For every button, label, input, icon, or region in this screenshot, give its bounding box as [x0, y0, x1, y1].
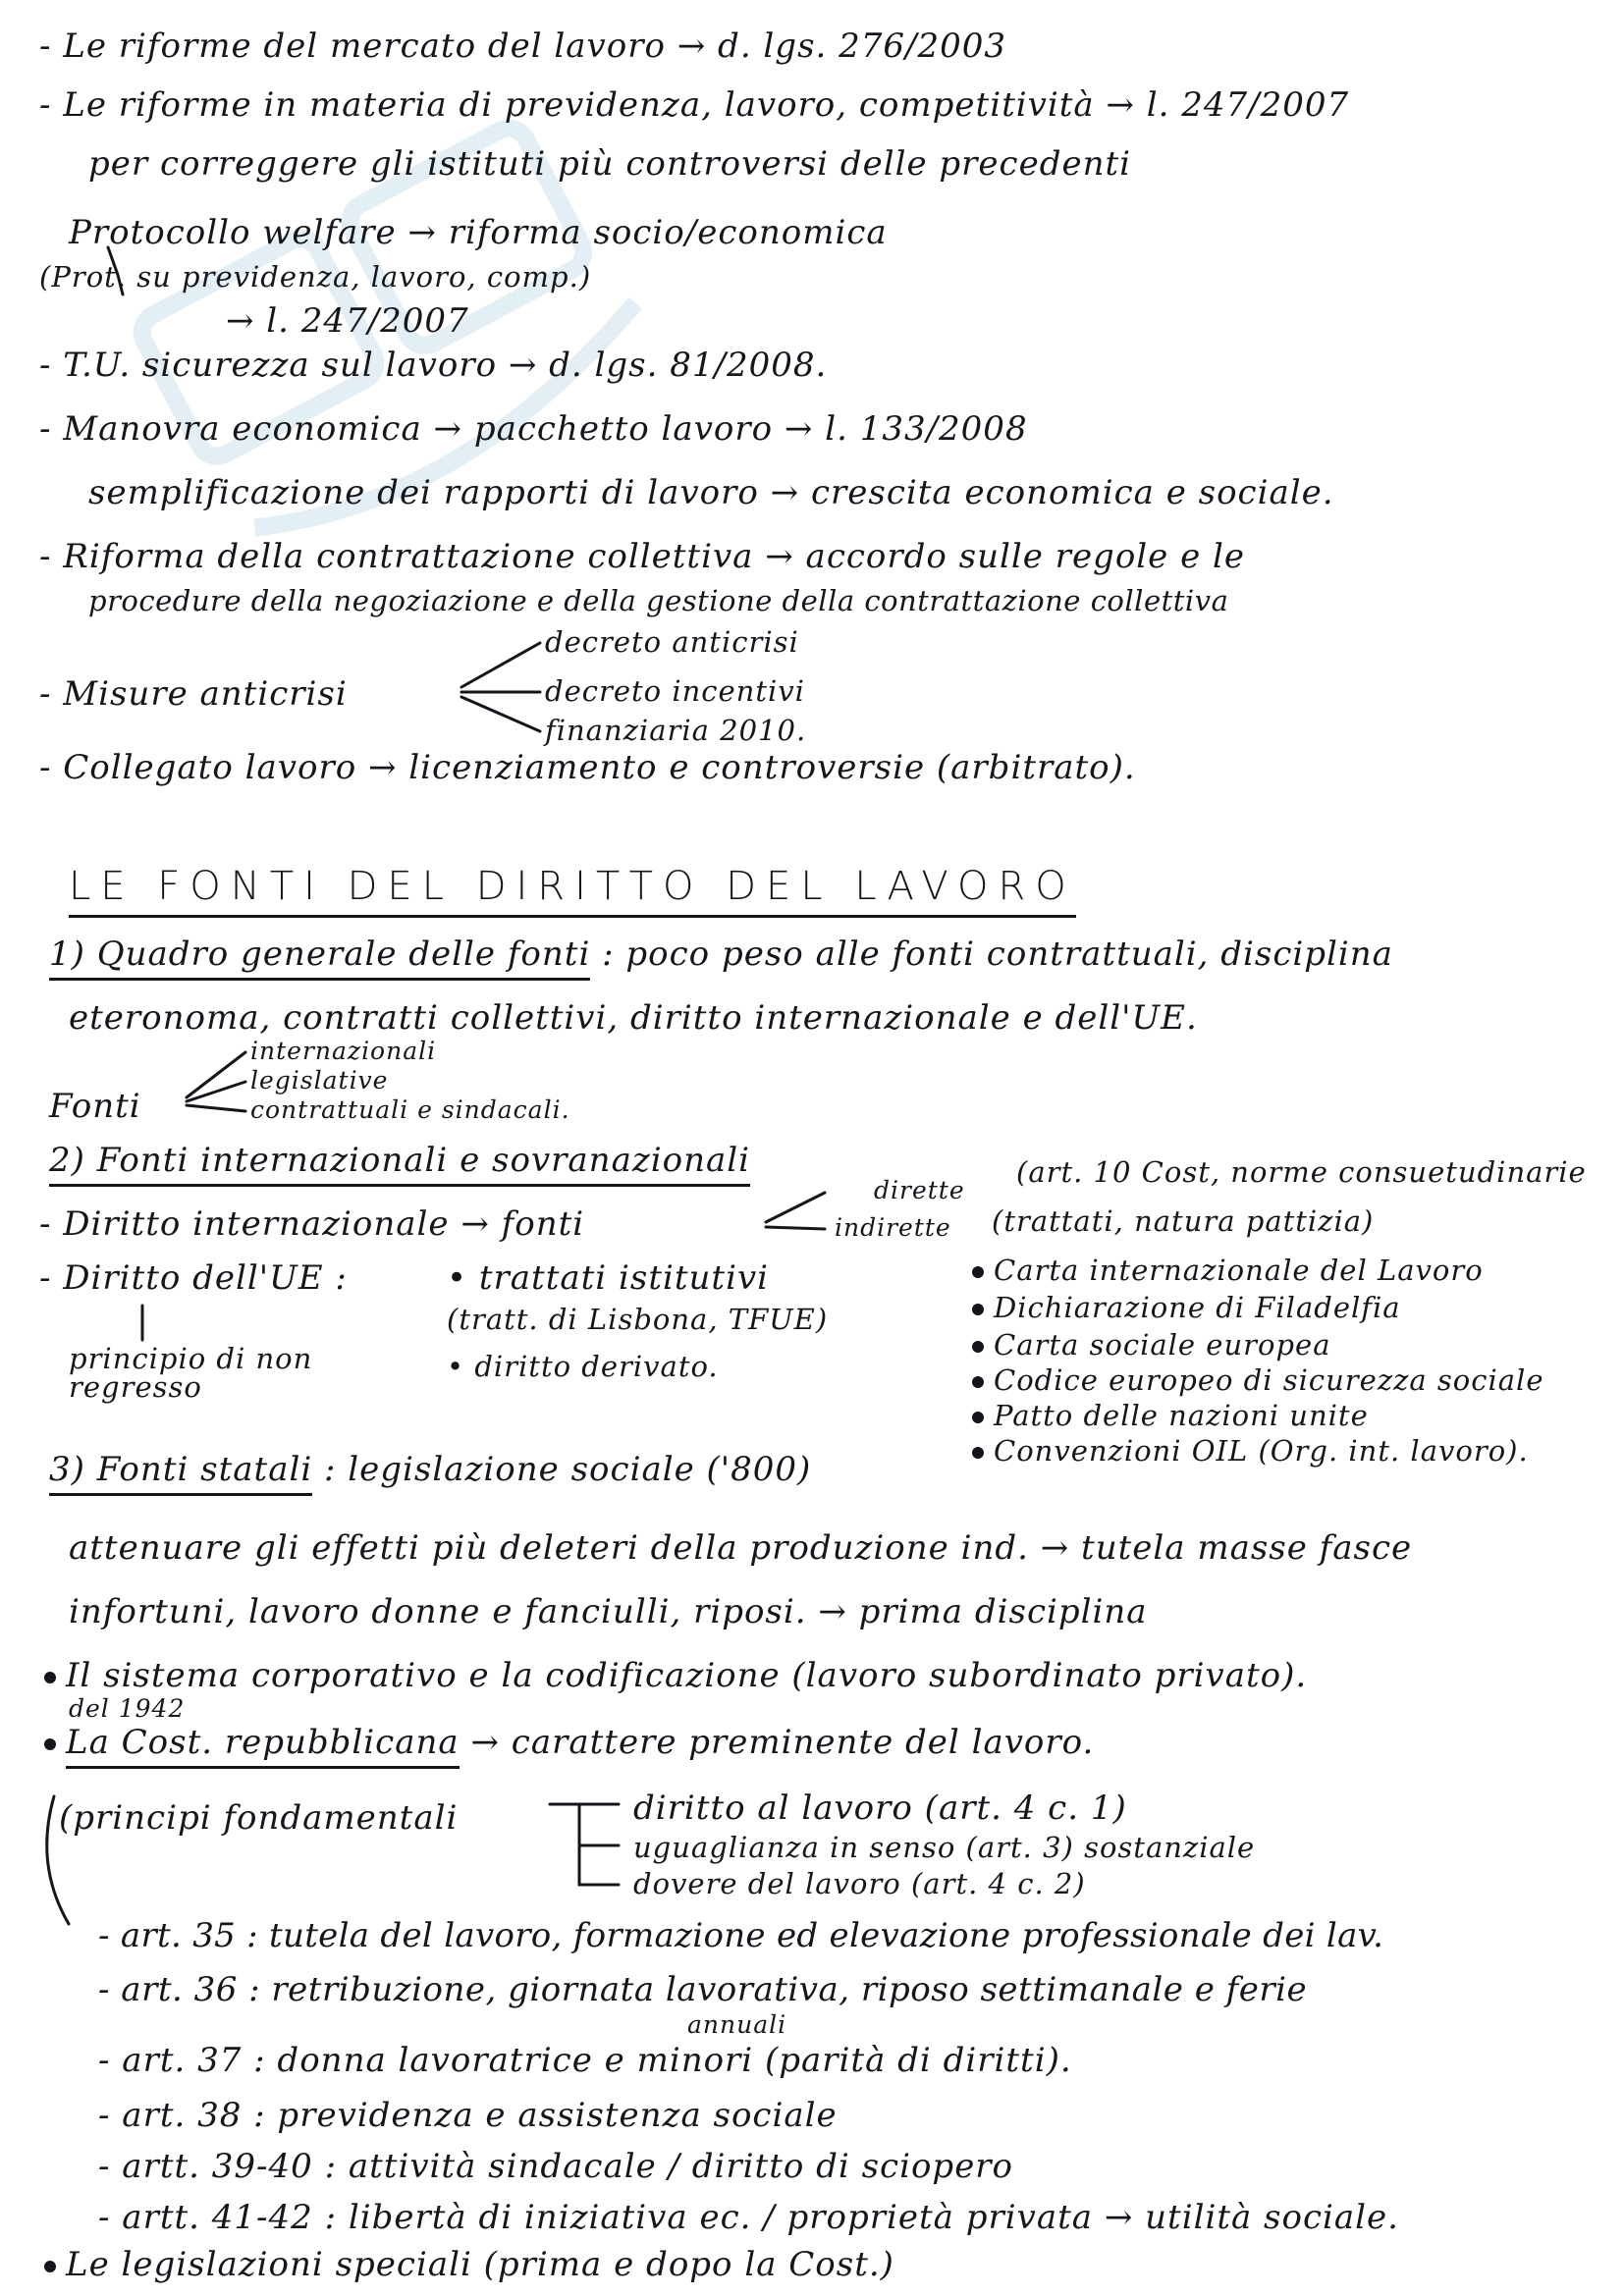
s2-dirette: dirette: [874, 1176, 965, 1204]
pf-dovere-lavoro: dovere del lavoro (art. 4 c. 2): [633, 1867, 1086, 1900]
fonti-legislative: legislative: [250, 1066, 389, 1095]
line-misure-anticrisi: - Misure anticrisi: [39, 674, 348, 714]
article-item: - art. 37 : donna lavoratrice e minori (parità di diritti).: [98, 2041, 1072, 2080]
s3-heading: 3) Fonti statali: [49, 1450, 312, 1496]
s2-indirette: indirette: [835, 1213, 951, 1242]
list-item: Carta internazionale del Lavoro: [972, 1256, 1484, 1285]
list-item: Patto delle nazioni unite: [972, 1402, 1369, 1430]
s1-heading-row: [49, 934, 1393, 974]
line-riforme-mercato: - Le riforme del mercato del lavoro → d. lgs. 276/2003: [39, 27, 1007, 66]
line-protocollo-note: (Prot. su previdenza, lavoro, comp.): [39, 260, 592, 294]
bullet-icon: [972, 1304, 984, 1315]
pf-diritto-lavoro: diritto al lavoro (art. 4 c. 1): [633, 1789, 1127, 1828]
s2-heading: 2) Fonti internazionali e sovranazionali: [49, 1141, 750, 1187]
bullet-icon: [972, 1447, 984, 1459]
pf-uguaglianza: uguaglianza in senso (art. 3) sostanziale: [633, 1831, 1256, 1864]
line-finanziaria: finanziaria 2010.: [545, 714, 807, 747]
bullet-corporativo-year: del 1942: [69, 1694, 186, 1723]
article-item: - art. 38 : previdenza e assistenza sociale: [98, 2096, 838, 2135]
bullet-legislazioni: Le legislazioni speciali (prima e dopo la Cost.): [44, 2248, 894, 2281]
ue-lisbona: (tratt. di Lisbona, TFUE): [447, 1303, 829, 1336]
ue-diritto-derivato: • diritto derivato.: [447, 1350, 719, 1383]
line-collegato-lavoro: - Collegato lavoro → licenziamento e controversie (arbitrato).: [39, 748, 1136, 787]
line-correggere: per correggere gli istituti più controversi delle precedenti: [88, 144, 1132, 184]
ue-trattati: • trattati istitutivi: [447, 1258, 770, 1298]
line-decreto-anticrisi: decreto anticrisi: [545, 625, 799, 659]
arrow-misure-split-icon: [461, 643, 540, 731]
bullet-corporativo: Il sistema corporativo e la codificazione (lavoro subordinato privato).: [44, 1659, 1307, 1692]
arrow-pf-split-icon: [550, 1804, 619, 1885]
arrow-fonti-split-icon: [187, 1052, 245, 1111]
line-protocollo-law: → l. 247/2007: [226, 301, 469, 341]
s3-heading-row: [49, 1450, 812, 1489]
ue-principio: principio di non regresso: [69, 1342, 313, 1404]
bullet-icon: [972, 1376, 984, 1388]
bullet-icon: [44, 1672, 56, 1683]
bullet-icon: [972, 1341, 984, 1353]
s1-heading: 1) Quadro generale delle fonti: [49, 934, 590, 981]
list-item: Convenzioni OIL (Org. int. lavoro).: [972, 1437, 1529, 1466]
fonti-internazionali: internazionali: [250, 1037, 437, 1065]
article-item: - art. 36 : retribuzione, giornata lavorativa, riposo settimanale e ferie: [98, 1970, 1308, 2009]
line-manovra: - Manovra economica → pacchetto lavoro → l. 133/2008: [39, 409, 1028, 449]
arrow-dirette-icon: [766, 1193, 825, 1229]
s3-line-1: attenuare gli effetti più deleteri della produzione ind. → tutela masse fasce: [69, 1528, 1413, 1568]
article-item: - artt. 39-40 : attività sindacale / diritto di sciopero: [98, 2147, 1014, 2186]
line-riforme-previdenza: - Le riforme in materia di previdenza, lavoro, competitività → l. 247/2007: [39, 85, 1350, 125]
bullet-icon: [972, 1412, 984, 1423]
ue-line: - Diritto dell'UE :: [39, 1258, 348, 1298]
fonti-label: Fonti: [49, 1087, 141, 1126]
s2-note: (art. 10 Cost, norme consuetudinarie: [1016, 1155, 1587, 1189]
bullet-costituzione: La Cost. repubblicana → carattere preminente del lavoro.: [44, 1726, 1094, 1759]
list-item: Carta sociale europea: [972, 1331, 1330, 1360]
s2-heading-row: [49, 1141, 751, 1180]
line-procedure: procedure della negoziazione e della gestione della contrattazione collettiva: [88, 584, 1229, 617]
line-tu-sicurezza: - T.U. sicurezza sul lavoro → d. lgs. 81/2008.: [39, 346, 828, 385]
s1-text: : poco peso alle fonti contrattuali, disciplina: [602, 934, 1393, 974]
s3-line-2: infortuni, lavoro donne e fanciulli, riposi. → prima disciplina: [69, 1592, 1148, 1631]
list-item: Dichiarazione di Filadelfia: [972, 1294, 1401, 1322]
bullet-icon: [972, 1266, 984, 1278]
line-protocollo: Protocollo welfare → riforma socio/economica: [69, 213, 888, 252]
article-item: - art. 35 : tutela del lavoro, formazione ed elevazione professionale dei lav.: [98, 1916, 1384, 1955]
fonti-contrattuali: contrattuali e sindacali.: [250, 1095, 570, 1124]
line-riforma-contrattazione: - Riforma della contrattazione collettiva → accordo sulle regole e le: [39, 537, 1246, 576]
s2-note-2: (trattati, natura pattizia): [992, 1204, 1375, 1238]
list-item: Codice europeo di sicurezza sociale: [972, 1366, 1543, 1395]
s1-text-2: eteronoma, contratti collettivi, diritto internazionale e dell'UE.: [69, 998, 1198, 1038]
s3-text: : legislazione sociale ('800): [324, 1450, 812, 1489]
line-decreto-incentivi: decreto incentivi: [545, 674, 805, 708]
principi-fondamentali: (principi fondamentali: [59, 1798, 459, 1838]
line-semplificazione: semplificazione dei rapporti di lavoro → crescita economica e sociale.: [88, 473, 1334, 512]
section-title: LE FONTI DEL DIRITTO DEL LAVORO: [69, 864, 1076, 918]
bullet-icon: [44, 1738, 56, 1750]
bullet-icon: [44, 2261, 56, 2272]
s2-diritto-internazionale: - Diritto internazionale → fonti: [39, 1204, 585, 1244]
article-item: - artt. 41-42 : libertà di iniziativa ec. / proprietà privata → utilità sociale.: [98, 2198, 1399, 2237]
article-annuali: annuali: [687, 2010, 787, 2039]
